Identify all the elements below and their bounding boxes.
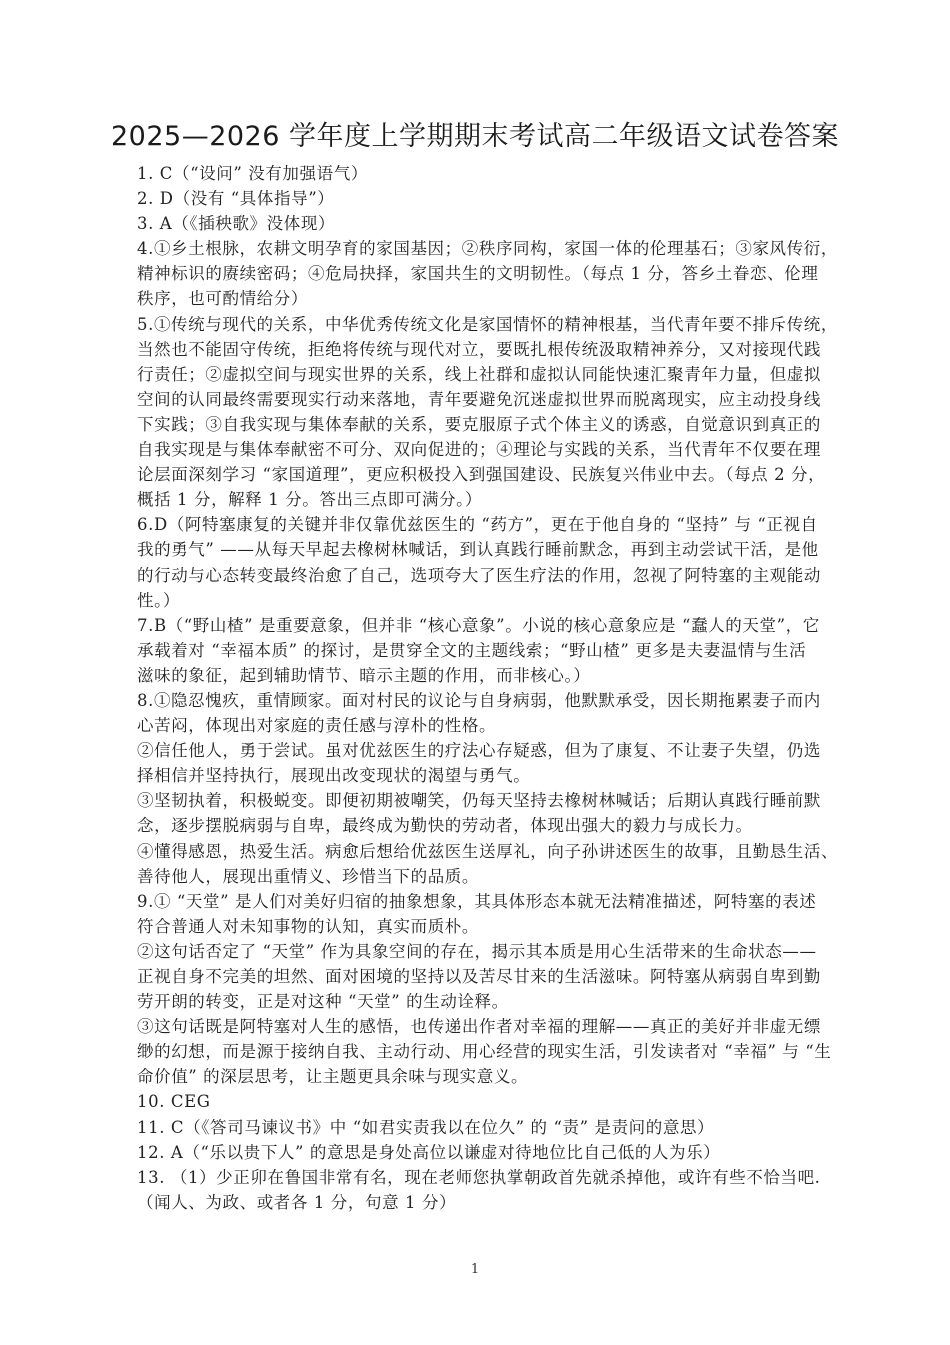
answer-item-6 [137,512,827,612]
answer-line: （闻人、为政、或者各 1 分，句意 1 分） [137,1192,457,1212]
answer-line: 空间的认同最终需要现实行动来落地，青年要避免沉迷虚拟世界而脱离现实，应主动投身线 [137,389,821,409]
answer-line: 性。） [137,590,181,610]
answer-line: 下实践；③自我实现与集体奉献的关系，要克服原子式个体主义的诱惑，自觉意识到真正的 [137,414,821,434]
answer-line: 3. A（《插秧歌》没体现） [137,214,336,234]
answer-item-7 [137,613,827,688]
answer-line: 当然也不能固守传统，拒绝将传统与现代对立，要既扎根传统汲取精神养分，又对接现代践 [137,339,821,359]
answer-item-1 [137,161,827,186]
answer-line: 心苦闷，体现出对家庭的责任感与淳朴的性格。 [137,716,497,736]
answer-line: 4.①乡土根脉，农耕文明孕育的家国基因；②秩序同构，家国一体的伦理基石；③家风传衍， [137,239,838,259]
answer-list [137,161,839,1215]
answer-line: 滋味的象征，起到辅助情节、暗示主题的作用，而非核心。） [137,665,591,685]
answer-line: 10. CEG [137,1092,211,1112]
answer-line: 11. C（《答司马谏议书》中 “如君实责我以在位久” 的 “责” 是责问的意思） [137,1117,715,1137]
document-title: 2025—2026 学年度上学期期末考试高二年级语文试卷答案 [110,121,839,152]
answer-line: 5.①传统与现代的关系，中华优秀传统文化是家国情怀的精神根基，当代青年要不排斥传统， [137,314,838,334]
answer-line: 行责任；②虚拟空间与现实世界的关系，线上社群和虚拟认同能快速汇聚青年力量，但虚拟 [137,364,821,384]
answer-item-12 [137,1140,827,1165]
answer-line: 自我实现是与集体奉献密不可分、双向促进的；④理论与实践的关系，当代青年不仅要在理 [137,440,821,460]
answer-line: ②信任他人，勇于尝试。虽对优兹医生的疗法心存疑惑，但为了康复、不让妻子失望，仍选 [137,741,821,761]
answer-line: 9.① “天堂” 是人们对美好归宿的抽象想象，其具体形态本就无法精准描述，阿特塞的表述 [137,891,817,911]
answer-line: 劳开朗的转变，正是对这种 “天堂” 的生动诠释。 [137,992,509,1012]
answer-line: 1. C（“设问” 没有加强语气） [137,164,368,183]
answer-item-5 [137,312,838,513]
answer-line: 论层面深刻学习 “家国道理”，更应积极投入到强国建设、民族复兴伟业中去。（每点 2 分， [137,465,826,485]
answer-line: 2. D（没有 “具体指导”） [137,189,335,209]
answer-item-9 [137,889,832,1090]
answer-line: 13. （1）少正卯在鲁国非常有名，现在老师您执掌朝政首先就杀掉他，或许有些不恰当吧. [137,1167,821,1187]
answer-line: 8.①隐忍愧疚，重情顾家。面对村民的议论与自身病弱，他默默承受，因长期拖累妻子而内 [137,690,821,710]
answer-line: 善待他人，展现出重情义、珍惜当下的品质。 [137,866,479,886]
answer-line: 符合普通人对未知事物的认知，真实而质朴。 [137,916,479,936]
answer-line: 命价值” 的深层思考，让主题更具余味与现实意义。 [137,1067,529,1087]
answer-line: 概括 1 分，解释 1 分。答出三点即可满分。） [137,490,483,510]
answer-line: 12. A（“乐以贵下人” 的意思是身处高位以谦虚对待地位比自己低的人为乐） [137,1142,721,1162]
answer-item-2 [137,186,827,211]
answer-line: 7.B（“野山楂” 是重要意象，但并非 “核心意象”。小说的核心意象应是 “蠢人的天堂”，它 [137,615,820,635]
answer-line: 我的勇气” ——从每天早起去橡树林喊话，到认真践行睡前默念，再到主动尝试干活，是他 [137,540,819,560]
answer-line: ③这句话既是阿特塞对人生的感悟，也传递出作者对幸福的理解——真正的美好并非虚无缥 [137,1017,821,1037]
answer-item-3 [137,211,827,236]
answer-line: 的行动与心态转变最终治愈了自己，选项夸大了医生疗法的作用，忽视了阿特塞的主观能动 [137,565,821,585]
answer-item-11 [137,1115,827,1140]
answer-line: 6.D（阿特塞康复的关键并非仅靠优兹医生的 “药方”，更在于他自身的 “坚持” 与 “正视自 [137,515,818,535]
answer-item-8 [137,688,839,889]
answer-line: 择相信并坚持执行，展现出改变现状的渴望与勇气。 [137,766,531,786]
answer-item-4 [137,236,838,311]
answer-line: 念，逐步摆脱病弱与自卑，最终成为勤快的劳动者，体现出强大的毅力与成长力。 [137,816,753,836]
answer-line: 承载着对 “幸福本质” 的探讨，是贯穿全文的主题线索；“野山楂” 更多是夫妻温情与生活 [137,640,807,660]
answer-item-13 [137,1165,827,1215]
answer-line: 精神标识的赓续密码；④危局抉择，家国共生的文明韧性。（每点 1 分，答乡土眷恋、伦理 [137,264,819,284]
page-number: 1 [470,1262,480,1277]
answer-line: ②这句话否定了 “天堂” 作为具象空间的存在，揭示其本质是用心生活带来的生命状态—— [137,941,817,961]
answer-line: 秩序，也可酌情给分） [137,289,308,309]
answer-line: ③坚韧执着，积极蜕变。即便初期被嘲笑，仍每天坚持去橡树林喊话；后期认真践行睡前默 [137,791,821,811]
answer-line: ④懂得感恩，热爱生活。病愈后想给优兹医生送厚礼，向子孙讲述医生的故事，且勤恳生活、 [137,841,839,861]
answer-line: 正视自身不完美的坦然、面对困境的坚持以及苦尽甘来的生活滋味。阿特塞从病弱自卑到勤 [137,967,821,986]
answer-item-10 [137,1089,827,1114]
answer-line: 缈的幻想，而是源于接纳自我、主动行动、用心经营的现实生活，引发读者对 “幸福” 与 “生 [137,1042,832,1062]
